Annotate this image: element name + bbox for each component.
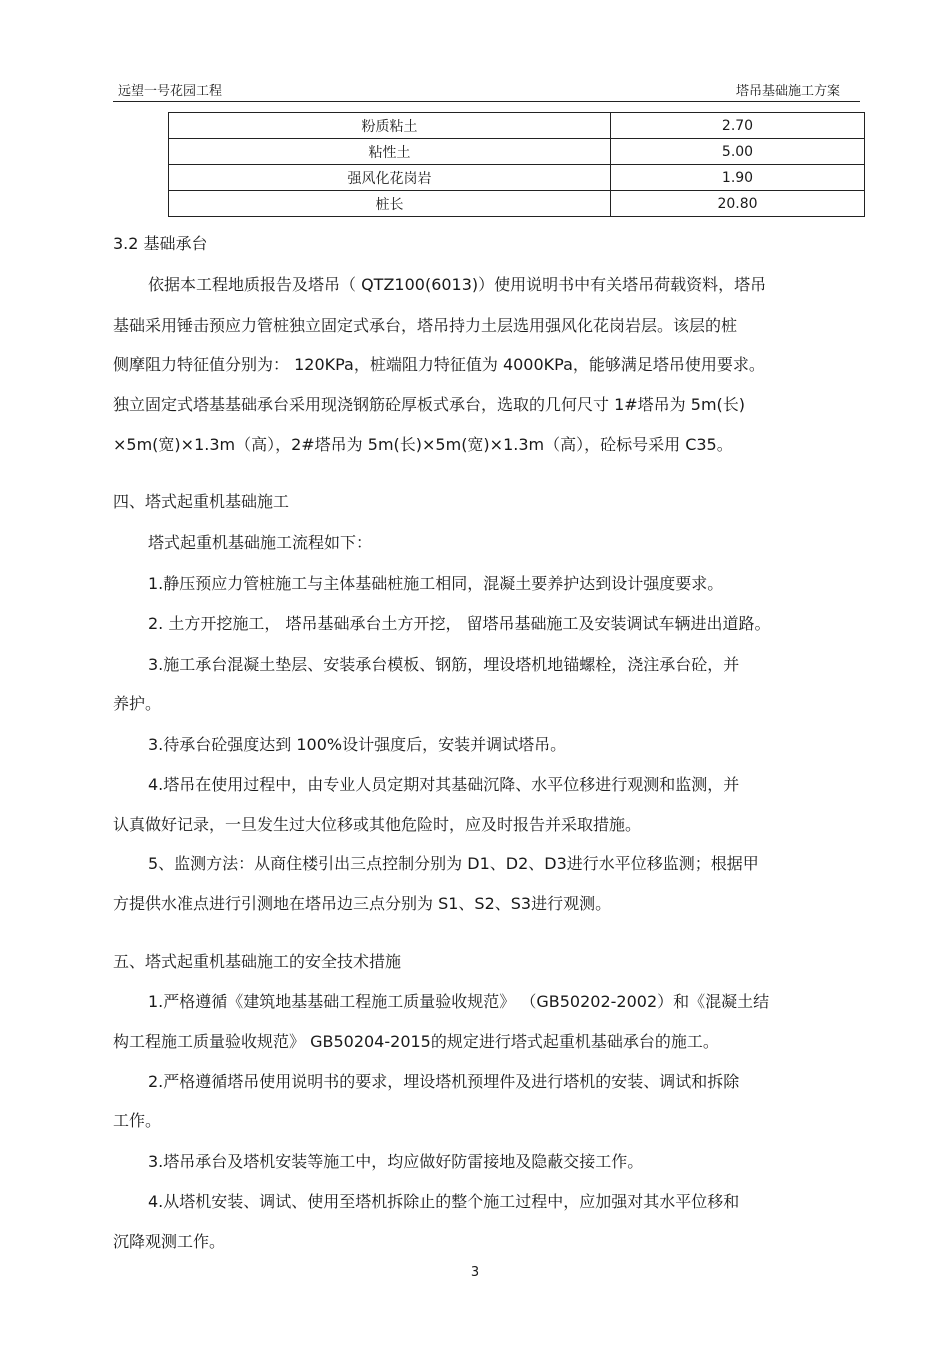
table-row bbox=[169, 139, 865, 165]
body-line: 沉降观测工作。 bbox=[113, 1232, 226, 1251]
section-heading-3-2: 3.2 基础承台 bbox=[113, 234, 208, 253]
list-item: 3.塔吊承台及塔机安装等施工中，均应做好防雷接地及隐蔽交接工作。 bbox=[148, 1152, 644, 1171]
section-heading-4: 四、塔式起重机基础施工 bbox=[113, 492, 290, 511]
list-item: 1.严格遵循《建筑地基基础工程施工质量验收规范》 （GB50202-2002）和《混凝土结 bbox=[148, 992, 770, 1011]
body-line: 独立固定式塔基基础承台采用现浇钢筋砼厚板式承台，选取的几何尺寸 1#塔吊为 5m(长) bbox=[113, 395, 746, 414]
body-line: 方提供水准点进行引测地在塔吊边三点分别为 S1、S2、S3进行观测。 bbox=[113, 894, 612, 913]
body-line: 认真做好记录，一旦发生过大位移或其他危险时，应及时报告并采取措施。 bbox=[113, 815, 642, 834]
list-item: 2.严格遵循塔吊使用说明书的要求，埋设塔机预埋件及进行塔机的安装、调试和拆除 bbox=[148, 1072, 740, 1091]
list-item: 5、监测方法：从商住楼引出三点控制分别为 D1、D2、D3进行水平位移监测；根据甲 bbox=[148, 854, 759, 873]
table-cell-value: 1.90 bbox=[611, 165, 865, 191]
header-document-title: 塔吊基础施工方案 bbox=[735, 84, 840, 99]
table-cell-layer: 桩长 bbox=[169, 191, 611, 217]
table-cell-layer: 粘性土 bbox=[169, 139, 611, 165]
soil-layer-table bbox=[168, 112, 865, 217]
header-project-name: 远望一号花园工程 bbox=[118, 84, 223, 99]
body-line: ×5m(宽)×1.3m（高），2#塔吊为 5m(长)×5m(宽)×1.3m（高），砼标号采用 C35。 bbox=[113, 435, 733, 454]
list-item: 4.塔吊在使用过程中，由专业人员定期对其基础沉降、水平位移进行观测和监测，并 bbox=[148, 775, 740, 794]
body-line: 养护。 bbox=[113, 694, 162, 713]
table-row bbox=[169, 191, 865, 217]
section-heading-5: 五、塔式起重机基础施工的安全技术措施 bbox=[113, 952, 402, 971]
table-row bbox=[169, 113, 865, 139]
table-cell-value: 2.70 bbox=[611, 113, 865, 139]
body-line: 侧摩阻力特征值分别为： 120KPa，桩端阻力特征值为 4000KPa，能够满足塔吊使用要求。 bbox=[113, 355, 765, 374]
table-cell-layer: 强风化花岗岩 bbox=[169, 165, 611, 191]
list-item: 1.静压预应力管桩施工与主体基础桩施工相同，混凝土要养护达到设计强度要求。 bbox=[148, 574, 724, 593]
list-item: 4.从塔机安装、调试、使用至塔机拆除止的整个施工过程中，应加强对其水平位移和 bbox=[148, 1192, 740, 1211]
header-rule bbox=[113, 101, 860, 102]
list-item: 3.施工承台混凝土垫层、安装承台模板、钢筋，埋设塔机地锚螺栓，浇注承台砼，并 bbox=[148, 655, 740, 674]
body-line: 塔式起重机基础施工流程如下： bbox=[148, 533, 373, 552]
list-item: 2. 土方开挖施工， 塔吊基础承台土方开挖， 留塔吊基础施工及安装调试车辆进出道路。 bbox=[148, 614, 771, 633]
page-number: 3 bbox=[470, 1265, 480, 1280]
table-cell-layer: 粉质粘土 bbox=[169, 113, 611, 139]
list-item: 3.待承台砼强度达到 100%设计强度后，安装并调试塔吊。 bbox=[148, 735, 567, 754]
body-line: 依据本工程地质报告及塔吊（ QTZ100(6013)）使用说明书中有关塔吊荷载资料，塔吊 bbox=[148, 275, 767, 294]
body-line: 构工程施工质量验收规范》 GB50204-2015的规定进行塔式起重机基础承台的施工。 bbox=[113, 1032, 719, 1051]
body-line: 基础采用锤击预应力管桩独立固定式承台，塔吊持力土层选用强风化花岗岩层。该层的桩 bbox=[113, 316, 738, 335]
table-row bbox=[169, 165, 865, 191]
table-cell-value: 20.80 bbox=[611, 191, 865, 217]
table-cell-value: 5.00 bbox=[611, 139, 865, 165]
body-line: 工作。 bbox=[113, 1111, 162, 1130]
